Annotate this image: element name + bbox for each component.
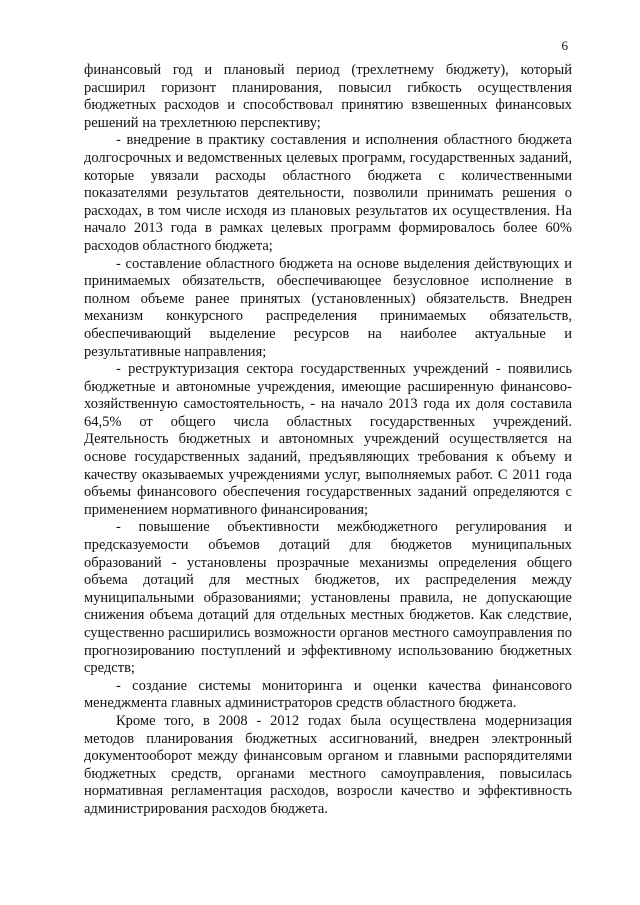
paragraph-modernization: Кроме того, в 2008 - 2012 годах была осуществлена модернизация методов планирования бюджетных ассигнований, внедрен электронный документооборот между финансовым органом и главными распорядителями бюджетных средств, органами местного самоуправления, повысилась нормативная регламентация расходов, возросли качество и эффективность администрирования расходов бюджета.: [84, 712, 572, 817]
paragraph-interbudget-regulation: - повышение объективности межбюджетного регулирования и предсказуемости объемов дотаций для бюджетов муниципальных образований - установлены прозрачные механизмы определения общего объема дотаций для местных бюджетов, их распределения между муниципальными образованиями; установлены правила, не допускающие снижения объема дотаций для отдельных местных бюджетов. Как следствие, существенно расширились возможности органов местного самоуправления по прогнозированию поступлений и эффективному использованию бюджетных средств;: [84, 519, 572, 677]
paragraph-monitoring-system: - создание системы мониторинга и оценки качества финансового менеджмента главных администраторов средств областного бюджета.: [84, 677, 572, 712]
paragraph-institutions-restructuring: - реструктуризация сектора государственных учреждений - появились бюджетные и автономные учреждения, имеющие расширенную финансово-хозяйственную самостоятельность, - на начало 2013 года их доля составила 64,5% от общего числа областных государственных учреждений. Деятельность бюджетных и автономных учреждений осуществляется на основе государственных заданий, предъявляющих требования к объему и качеству оказываемых учреждениями услуг, выполняемых работ. С 2011 года объемы финансового обеспечения государственных заданий определяются с применением нормативного финансирования;: [84, 361, 572, 518]
page-number: 6: [561, 38, 568, 53]
paragraph-obligations: - составление областного бюджета на основе выделения действующих и принимаемых обязательств, обеспечивающее безусловное исполнение в полном объеме ранее принятых (установленных) обязательств. Внедрен механизм конкурсного распределения принимаемых обязательств, обеспечивающий выделение ресурсов на наиболее актуальные и результативные направления;: [84, 255, 572, 360]
paragraph-continuation: финансовый год и плановый период (трехлетнему бюджету), который расширил горизонт планирования, повысил гибкость осуществления бюджетных расходов и способствовал принятию взвешенных финансовых решений на трехлетнюю перспективу;: [84, 62, 572, 131]
document-body: [84, 62, 572, 819]
paragraph-target-programs: - внедрение в практику составления и исполнения областного бюджета долгосрочных и ведомственных целевых программ, государственных заданий, которые увязали расходы областного бюджета с количественными показателями результатов деятельности, позволили принимать решения о расходах, в том числе исходя из плановых результатов их осуществления. На начало 2013 года в рамках целевых программ формировалось более 60% расходов областного бюджета;: [84, 132, 572, 254]
